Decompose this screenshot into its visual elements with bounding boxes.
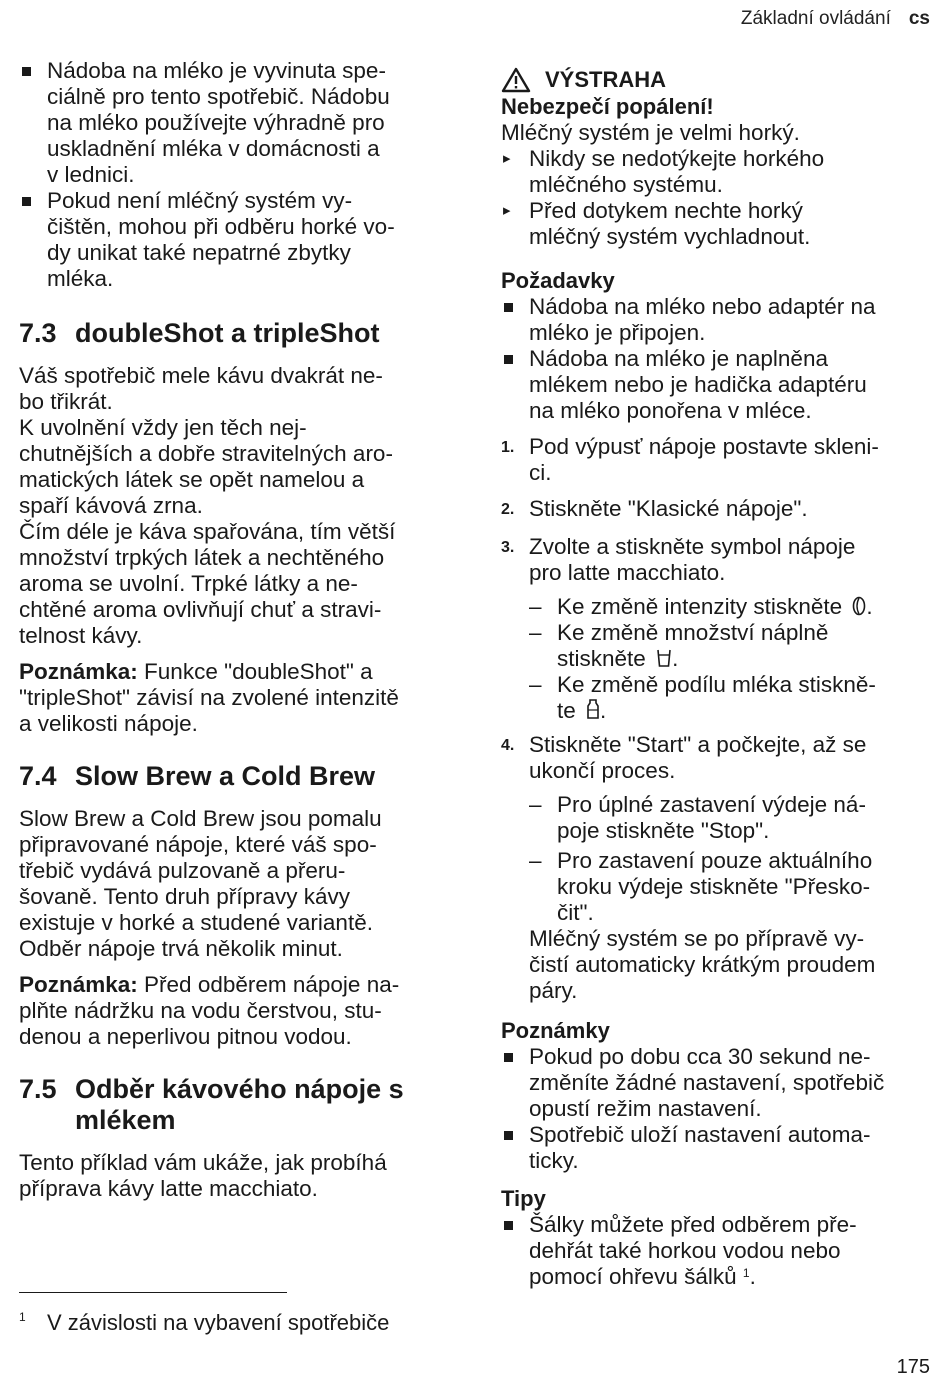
- note-paragraph: Poznámka: Před odběrem nápoje na- plňte nádržku na vodu čerstvou, stu- denou a neperlivou pitnou vodou.: [19, 972, 400, 1049]
- list-item: Nádoba na mléko nebo adaptér na mléko je připojen.: [501, 294, 941, 346]
- list-item: Šálky můžete před odběrem pře- dehřát také horkou vodou nebo pomocí ohřevu šálků $^1$.: [501, 1212, 941, 1290]
- bean-intensity-icon: [852, 596, 866, 616]
- sub-item: – Pro zastavení pouze aktuálního kroku výdeje stiskněte "Přesko- čit".: [501, 848, 941, 926]
- step-4: 4. Stiskněte "Start" a počkejte, až se ukončí proces.: [501, 732, 867, 783]
- step-3: 3. Zvolte a stiskněte symbol nápoje pro latte macchiato.: [501, 534, 856, 585]
- section-heading-7-3: 7.3 doubleShot a tripleShot: [19, 318, 380, 348]
- warning-heading: VÝSTRAHA: [501, 66, 941, 94]
- footnote-divider: [19, 1292, 287, 1293]
- section-heading-7-4: 7.4 Slow Brew a Cold Brew: [19, 761, 376, 791]
- warning-title: Nebezpečí popálení!: [501, 94, 714, 119]
- list-item: Spotřebič uloží nastavení automa- ticky.: [501, 1122, 941, 1174]
- footnote: 1 V závislosti na vybavení spotřebiče: [19, 1310, 390, 1335]
- list-item: ▸ Před dotykem nechte horký mléčný systém vychladnout.: [501, 198, 941, 250]
- sub-item: – Pro úplné zastavení výdeje ná- poje stiskněte "Stop".: [501, 792, 941, 844]
- header-section: Základní ovládání: [740, 8, 891, 29]
- page-number: 175: [896, 1356, 930, 1378]
- list-item: ▸ Nikdy se nedotýkejte horkého mléčného systému.: [501, 146, 941, 198]
- header-lang: cs: [908, 8, 930, 29]
- tips-heading: Tipy: [501, 1186, 546, 1211]
- sub-item: – Ke změně intenzity stiskněte .: [501, 594, 941, 620]
- note-paragraph: Poznámka: Funkce "doubleShot" a "tripleShot" závisí na zvolené intenzitě a velikosti nápoje.: [19, 659, 399, 736]
- notes-heading: Poznámky: [501, 1018, 610, 1043]
- left-column: [19, 58, 459, 1212]
- step-2: 2. Stiskněte "Klasické nápoje".: [501, 496, 808, 521]
- list-item: Nádoba na mléko je naplněna mlékem nebo je hadička adaptéru na mléko ponořena v mléce.: [501, 346, 941, 424]
- list-item: Nádoba na mléko je vyvinuta spe- ciálně pro tento spotřebič. Nádobu na mléko používejte výhradně pro uskladnění mléka v domácnosti a v lednici.: [19, 58, 459, 188]
- sub-item: – Ke změně množství náplně stiskněte .: [501, 620, 941, 672]
- warning-triangle-icon: [501, 67, 531, 93]
- paragraph: Váš spotřebič mele kávu dvakrát ne- bo třikrát. K uvolnění vždy jen těch nej- chutnějších a dobře stravitelných aro- matických látek se opět namelou a spaří kávová zrna. Čím déle je káva spařována, tím větší množství trpkých látek a nechtěného aroma se uvolní. Trpké látky a ne- chtěné aroma ovlivňují chuť a stravi- telnost kávy.: [19, 363, 396, 648]
- cup-volume-icon: [656, 648, 672, 668]
- paragraph: Tento příklad vám ukáže, jak probíhá příprava kávy latte macchiato.: [19, 1150, 387, 1201]
- running-header: [741, 8, 930, 30]
- requirements-heading: Požadavky: [501, 268, 615, 293]
- section-heading-7-5: 7.5 Odběr kávového nápoje s mlékem: [19, 1074, 404, 1135]
- right-column: [501, 66, 941, 1290]
- warning-text: Mléčný systém je velmi horký.: [501, 120, 800, 145]
- list-item: Pokud po dobu cca 30 sekund ne- změníte žádné nastavení, spotřebič opustí režim nastavení.: [501, 1044, 941, 1122]
- step-note: Mléčný systém se po přípravě vy- čistí automaticky krátkým proudem páry.: [529, 926, 876, 1003]
- paragraph: Slow Brew a Cold Brew jsou pomalu připravované nápoje, které váš spo- třebič vydává pulzovaně a přeru- šovaně. Tento druh přípravy kávy existuje v horké a studené variantě. Odběr nápoje trvá několik minut.: [19, 806, 382, 961]
- list-item: Pokud není mléčný systém vy- čištěn, mohou při odběru horké vo- dy unikat také nepatrné zbytky mléka.: [19, 188, 459, 292]
- footnote-ref: 1: [742, 1266, 750, 1280]
- sub-item: – Ke změně podílu mléka stiskně- te .: [501, 672, 941, 724]
- milk-portion-icon: [586, 698, 600, 720]
- step-1: 1. Pod výpusť nápoje postavte skleni- ci.: [501, 434, 879, 485]
